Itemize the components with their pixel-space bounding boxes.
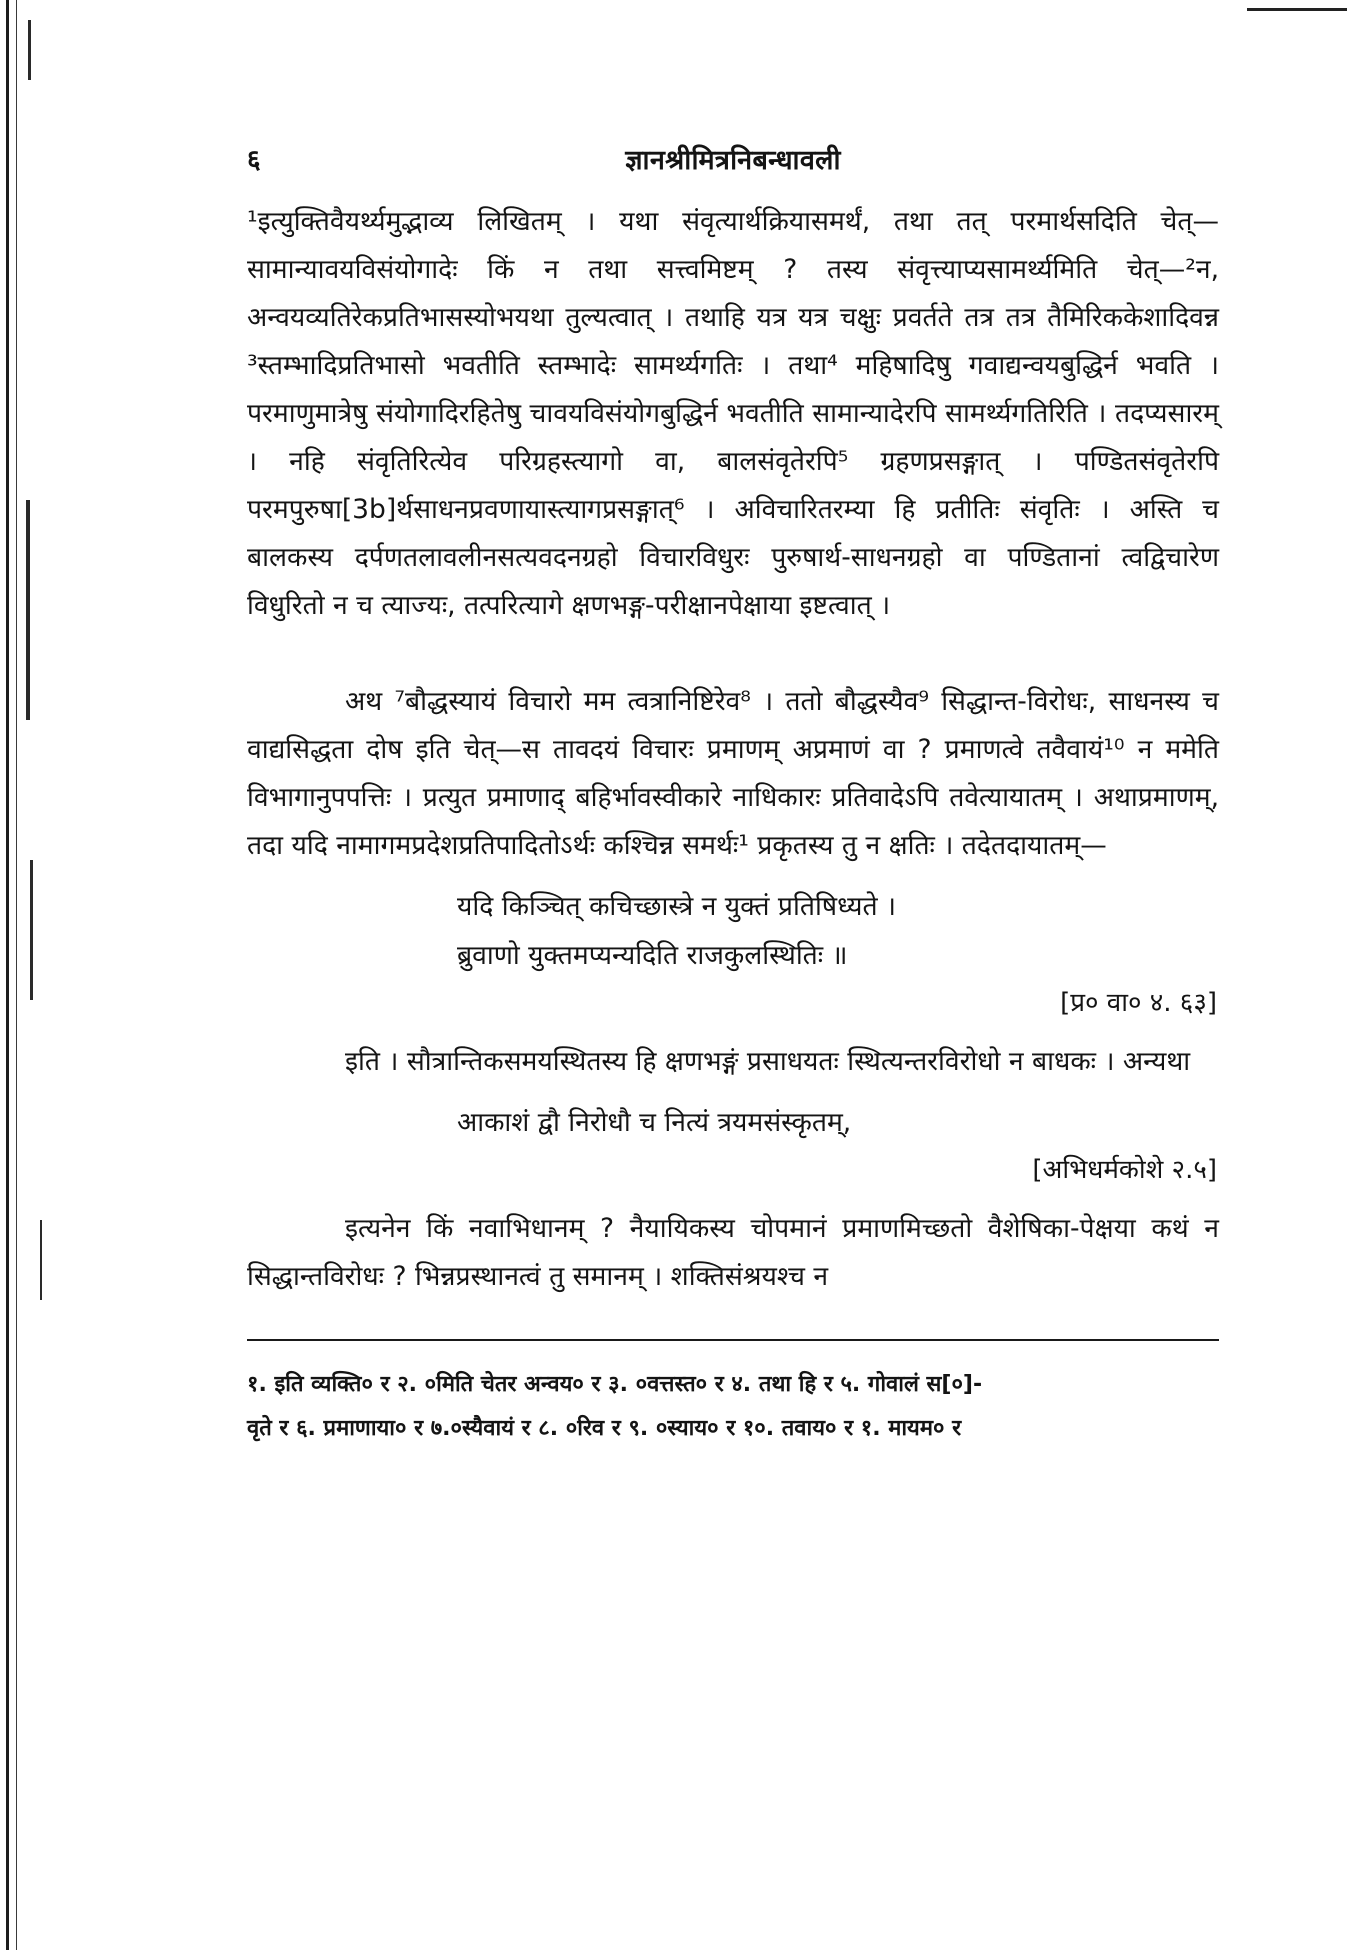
running-title: ज्ञानश्रीमित्रनिबन्धावली bbox=[625, 145, 841, 176]
scan-artifact bbox=[26, 500, 30, 720]
footnote-line-1: १. इति व्यक्ति० र २. ०मिति चेतर अन्वय० र ३. ०वत्तस्त० र ४. तथा हि र ५. गोवालं स[०]- bbox=[247, 1372, 983, 1397]
paragraph-4: इत्यनेन किं नवाभिधानम् ? नैयायिकस्य चोपमानं प्रमाणमिच्छतो वैशेषिका-पेक्षया कथं न सिद्धान्तविरोधः ? भिन्नप्रस्थानत्वं तु समानम् । शक्तिसंश्रयश्च न bbox=[247, 1213, 1219, 1292]
paragraph-1: ¹इत्युक्तिवैयर्थ्यमुद्भाव्य लिखितम् । यथा संवृत्यार्थक्रियासमर्थं, तथा तत् परमार्थसदिति चेत्—सामान्यावयविसंयोगादेः किं न तथा सत्त्वमिष्टम् ? तस्य संवृत्त्याप्यसामर्थ्यमिति चेत्—²न, अन्वयव्यतिरेकप्रतिभासस्योभयथा तुल्यत्वात् । तथाहि यत्र यत्र चक्षुः प्रवर्तते तत्र तत्र तैमिरिककेशादिवन्न ³स्तम्भादिप्रतिभासो भवतीति स्तम्भादेः सामर्थ्यगतिः । तथा⁴ महिषादिषु गवाद्यन्वयबुद्धिर्न भवति । परमाणुमात्रेषु संयोगादिरहितेषु चावयविसंयोगबुद्धिर्न भवतीति सामान्यादेरपि सामर्थ्यगतिरिति । तदप्यसारम् । नहि संवृतिरित्येव परिग्रहस्त्यागो वा, बालसंवृतेरपि⁵ ग्रहणप्रसङ्गात् । पण्डितसंवृतेरपि परमपुरुषा[3b]र्थसाधनप्रवणायास्त्यागप्रसङ्गात्⁶ । अविचारितरम्या हि प्रतीतिः संवृतिः । अस्ति च बालकस्य दर्पणतलावलीनसत्यवदनग्रहो विचारविधुरः पुरुषार्थ-साधनग्रहो वा पण्डितानां त्वद्विचारेण विधुरितो न च त्याज्यः, तत्परित्यागे क्षणभङ्ग-परीक्षानपेक्षाया इष्टत्वात् । bbox=[247, 206, 1219, 621]
paragraph-2: अथ ⁷बौद्धस्यायं विचारो मम त्वत्रानिष्टिरेव⁸ । ततो बौद्धस्यैव⁹ सिद्धान्त-विरोधः, साधनस्य च वाद्यसिद्धता दोष इति चेत्—स तावदयं विचारः प्रमाणम् अप्रमाणं वा ? प्रमाणत्वे तवैवायं¹⁰ न ममेति विभागानुपपत्तिः । प्रत्युत प्रमाणाद् बहिर्भावस्वीकारे नाधिकारः प्रतिवादेऽपि तवेत्यायातम् । अथाप्रमाणम्, तदा यदि नामागमप्रदेशप्रतिपादितोऽर्थः कश्चिन्न समर्थः¹ प्रकृतस्य तु न क्षतिः । तदेतदायातम्— bbox=[247, 686, 1219, 861]
page-content bbox=[247, 140, 1219, 1451]
page-number: ६ bbox=[247, 145, 261, 175]
verse-2-line-1: आकाशं द्वौ निरोधौ च नित्यं त्रयमसंस्कृतम्, bbox=[457, 1107, 852, 1138]
page-header bbox=[247, 140, 1219, 184]
verse-gap bbox=[247, 1086, 1219, 1098]
paragraph-gap bbox=[247, 1193, 1219, 1205]
verse-2-source: [अभिधर्मकोशे २.५] bbox=[1032, 1155, 1217, 1185]
verse-gap bbox=[247, 870, 1219, 882]
paragraph-3: इति । सौत्रान्तिकसमयस्थितस्य हि क्षणभङ्गं प्रसाधयतः स्थित्यन्तरविरोधो न बाधकः । अन्यथा bbox=[345, 1046, 1191, 1077]
scan-top-rule bbox=[1247, 8, 1347, 11]
footnote-divider bbox=[247, 1339, 1219, 1341]
verse-1-line-2: ब्रुवाणो युक्तमप्यन्यदिति राजकुलस्थितिः ॥ bbox=[457, 940, 848, 971]
footnote-line-2: वृते र ६. प्रमाणाया० र ७.०स्यैवायं र ८. ०रिव र ९. ०स्याय० र १०. तवाय० र १. मायम० र bbox=[247, 1416, 962, 1441]
paragraph-gap bbox=[247, 1026, 1219, 1038]
paragraph-gap bbox=[247, 630, 1219, 678]
scan-artifact bbox=[30, 860, 33, 1000]
scan-artifact bbox=[40, 1220, 42, 1300]
scan-artifact bbox=[28, 20, 31, 80]
verse-1-line-1: यदि किञ्चित् कचिच्छास्त्रे न युक्तं प्रतिषिध्यते । bbox=[457, 891, 897, 922]
verse-1-source: [प्र० वा० ४. ६३] bbox=[1060, 988, 1217, 1018]
